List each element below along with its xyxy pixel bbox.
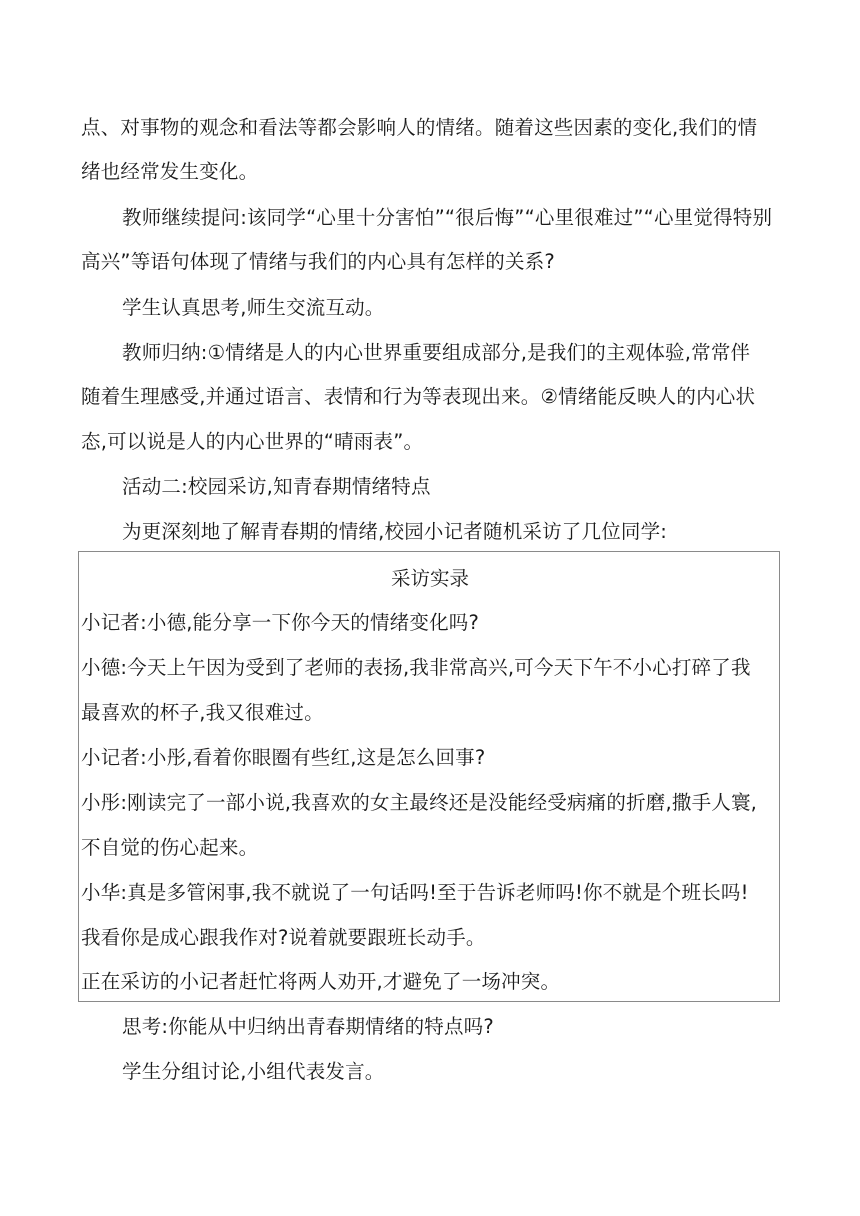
paragraph-line: 随着生理感受,并通过语言、表情和行为等表现出来。②情绪能反映人的内心状 [81, 385, 756, 408]
paragraph-line: 教师继续提问:该同学“心里十分害怕”“很后悔”“心里很难过”“心里觉得特别 [122, 206, 773, 229]
interview-line: 小记者:小彤,看着你眼圈有些红,这是怎么回事? [81, 746, 486, 769]
interview-line: 小华:真是多管闲事,我不就说了一句话吗!至于告诉老师吗!你不就是个班长吗! [81, 881, 749, 904]
interview-line: 我看你是成心跟我作对?说着就要跟班长动手。 [81, 926, 486, 949]
paragraph-line: 为更深刻地了解青春期的情绪,校园小记者随机采访了几位同学: [122, 520, 668, 543]
paragraph-line: 点、对事物的观念和看法等都会影响人的情绪。随着这些因素的变化,我们的情 [81, 116, 758, 139]
paragraph-line: 高兴”等语句体现了情绪与我们的内心具有怎样的关系? [81, 250, 555, 273]
interview-line: 小彤:刚读完了一部小说,我喜欢的女主最终还是没能经受病痛的折磨,撒手人寰, [81, 791, 758, 814]
paragraph-line: 绪也经常发生变化。 [81, 160, 259, 183]
interview-title: 采访实录 [390, 567, 469, 590]
paragraph-line: 态,可以说是人的内心世界的“晴雨表”。 [81, 430, 424, 453]
paragraph-line: 学生认真思考,师生交流互动。 [122, 296, 385, 319]
interview-line: 小记者:小德,能分享一下你今天的情绪变化吗? [81, 611, 480, 634]
activity-heading: 活动二:校园采访,知青春期情绪特点 [122, 475, 431, 498]
paragraph-line: 思考:你能从中归纳出青春期情绪的特点吗? [122, 1015, 494, 1038]
interview-line: 正在采访的小记者赶忙将两人劝开,才避免了一场冲突。 [81, 970, 561, 993]
paragraph-line: 学生分组讨论,小组代表发言。 [122, 1060, 385, 1083]
interview-line: 不自觉的伤心起来。 [81, 836, 259, 859]
interview-line: 小德:今天上午因为受到了老师的表扬,我非常高兴,可今天下午不小心打碎了我 [81, 656, 751, 679]
interview-line: 最喜欢的杯子,我又很难过。 [81, 701, 324, 724]
paragraph-line: 教师归纳:①情绪是人的内心世界重要组成部分,是我们的主观体验,常常伴 [122, 341, 751, 364]
